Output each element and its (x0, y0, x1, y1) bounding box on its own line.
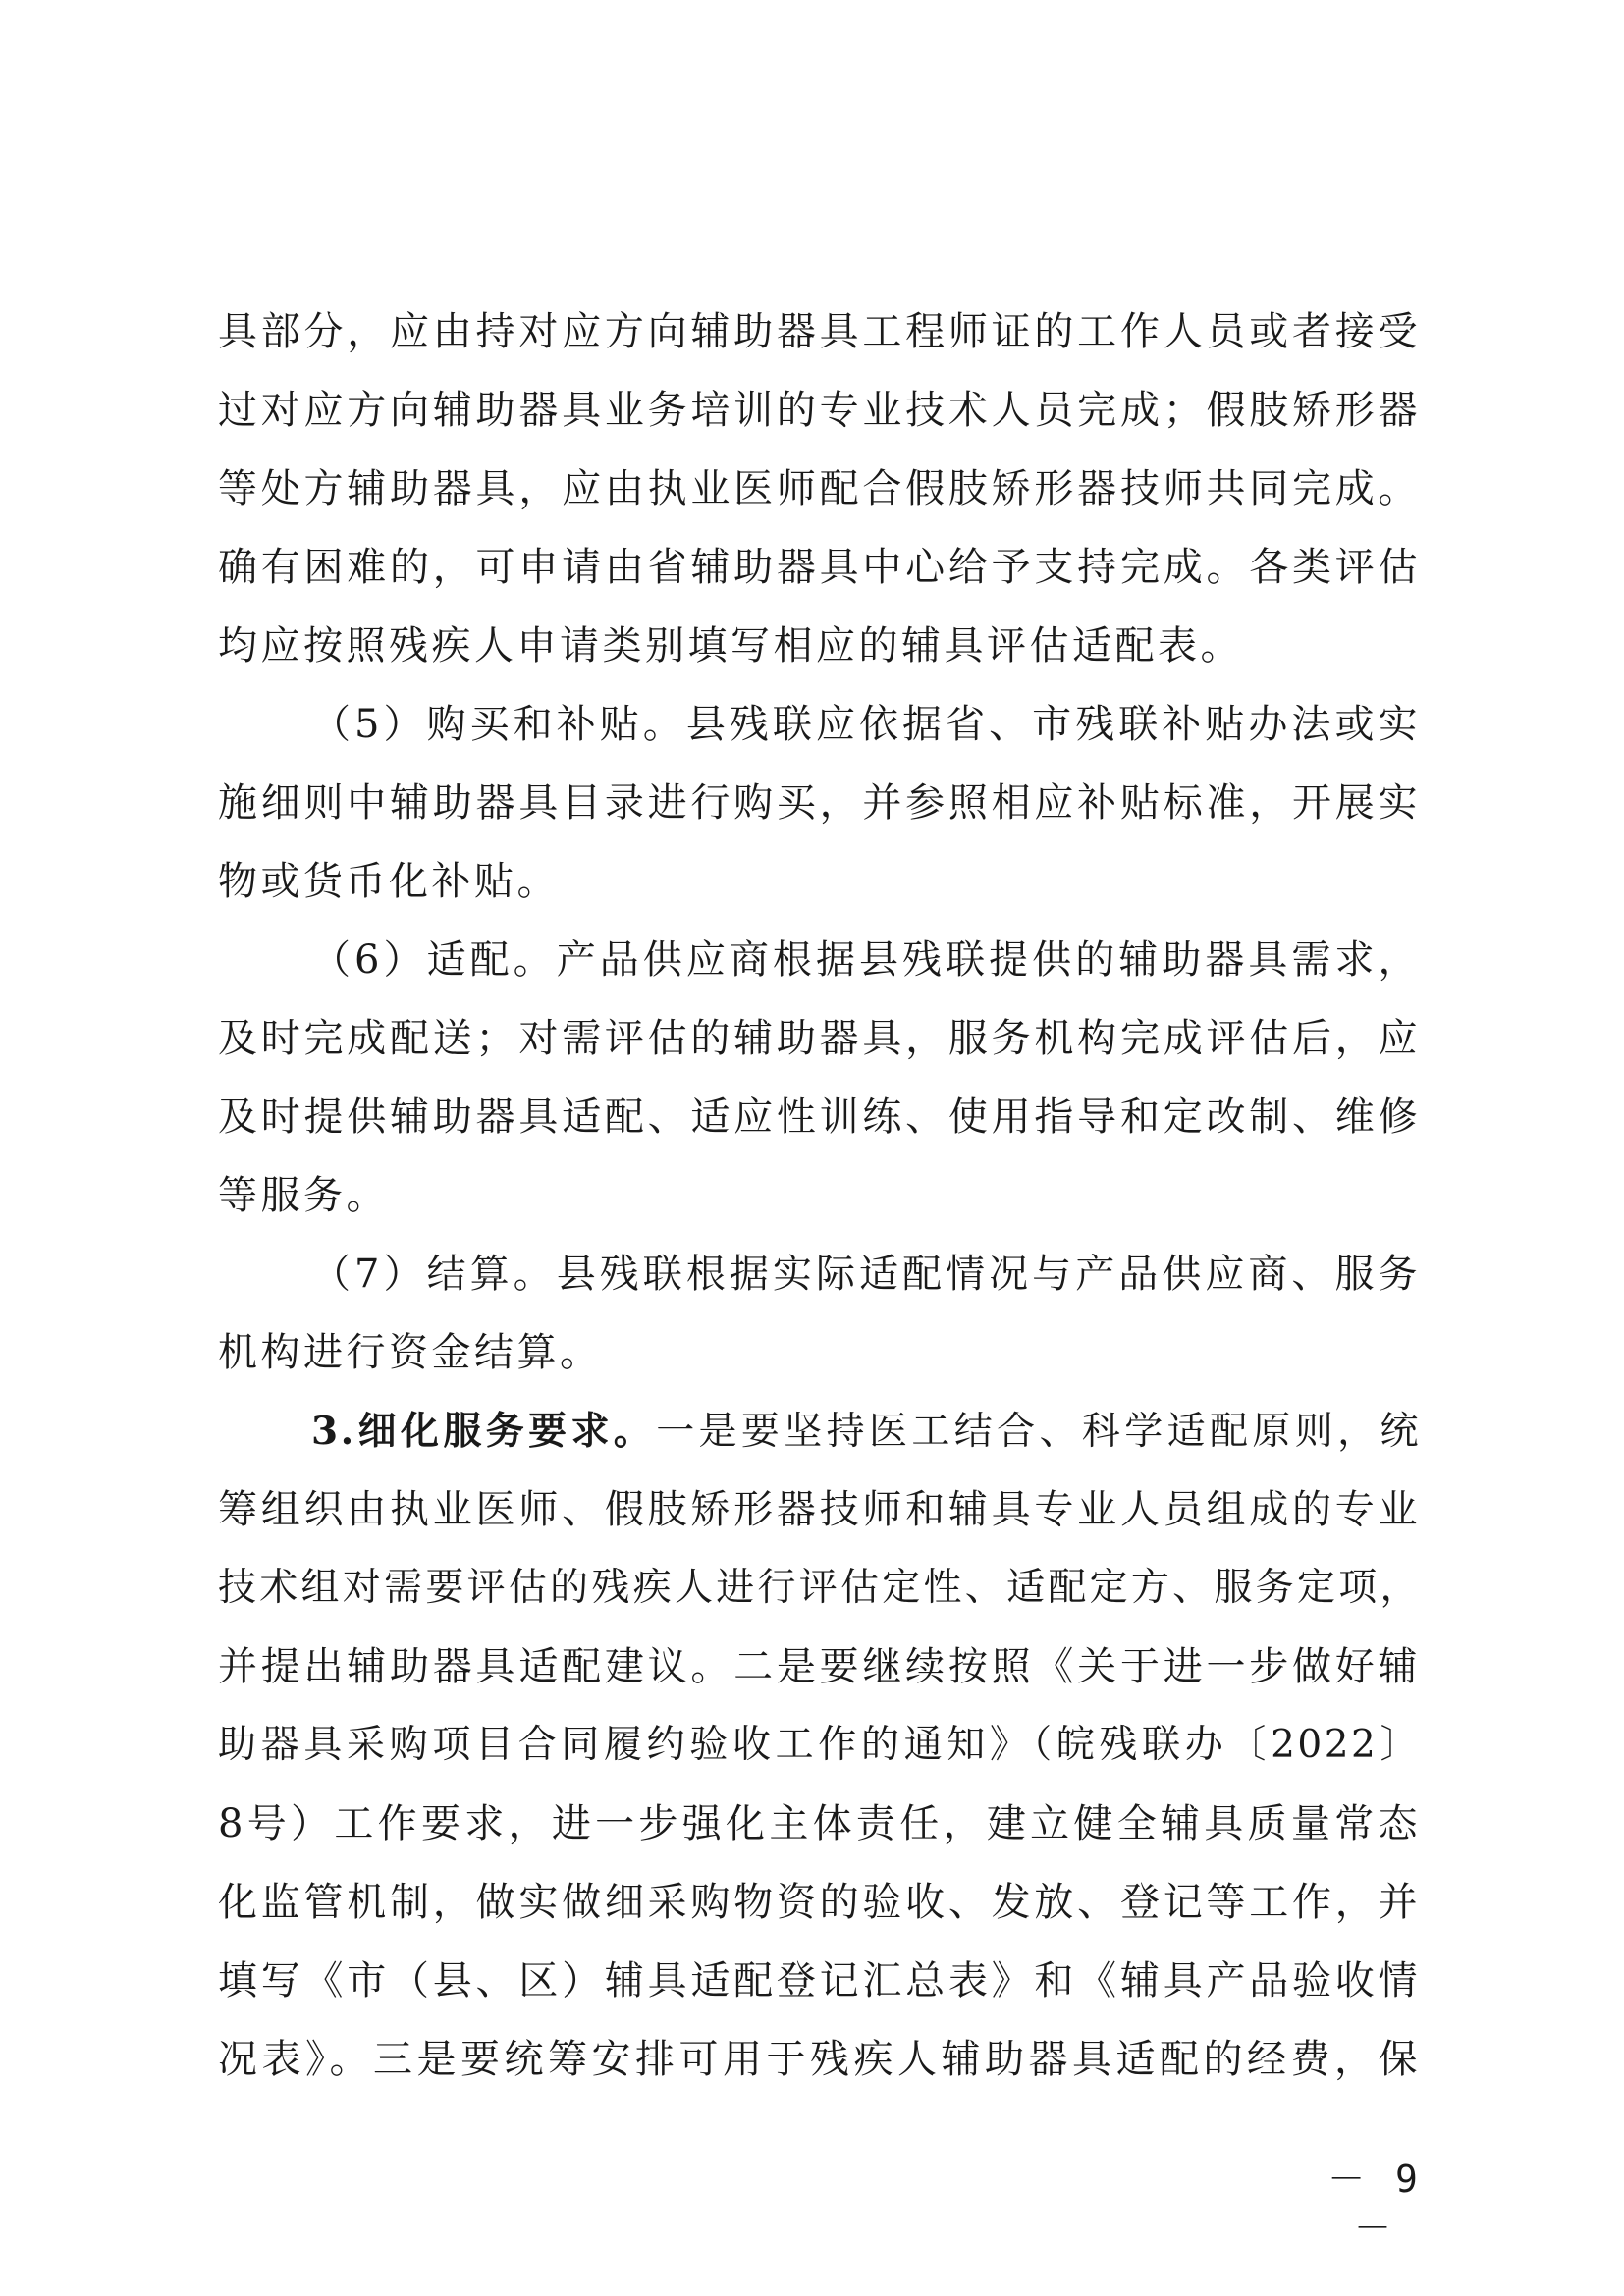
paragraph-line: 确有困难的，可申请由省辅助器具中心给予支持完成。各类评估 (218, 545, 1421, 590)
paragraph-line: （6）适配。产品供应商根据县残联提供的辅助器具需求， (311, 937, 1421, 983)
paragraph-line: 施细则中辅助器具目录进行购买，并参照相应补贴标准，开展实 (218, 780, 1421, 826)
paragraph-line: 及时提供辅助器具适配、适应性训练、使用指导和定改制、维修 (218, 1095, 1421, 1140)
section-heading-line (311, 1392, 1421, 1470)
paragraph-line: 及时完成配送；对需评估的辅助器具，服务机构完成评估后，应 (218, 1016, 1421, 1061)
paragraph-line: 助器具采购项目合同履约验收工作的通知》（皖残联办〔2022〕 (218, 1723, 1421, 1767)
paragraph-line: 机构进行资金结算。 (218, 1330, 603, 1375)
paragraph-line: 筹组织由执业医师、假肢矫形器技师和辅具专业人员组成的专业 (218, 1487, 1421, 1532)
paragraph-line: 等服务。 (218, 1173, 389, 1218)
page-number: － 9 － (1327, 2158, 1422, 2250)
section-heading: 3.细化服务要求。 (311, 1409, 657, 1454)
paragraph-line: 8号）工作要求，进一步强化主体责任，建立健全辅具质量常态 (218, 1801, 1421, 1846)
paragraph-line: （7）结算。县残联根据实际适配情况与产品供应商、服务 (311, 1252, 1421, 1297)
paragraph-line: （5）购买和补贴。县残联应依据省、市残联补贴办法或实 (311, 702, 1421, 747)
paragraph-line: 填写《市（县、区）辅具适配登记汇总表》和《辅具产品验收情 (218, 1958, 1421, 2003)
paragraph-line: 化监管机制，做实做细采购物资的验收、发放、登记等工作，并 (218, 1880, 1421, 1925)
paragraph-line: 等处方辅助器具，应由执业医师配合假肢矫形器技师共同完成。 (218, 466, 1421, 511)
paragraph-line: 过对应方向辅助器具业务培训的专业技术人员完成；假肢矫形器 (218, 388, 1421, 433)
paragraph-line: 均应按照残疾人申请类别填写相应的辅具评估适配表。 (218, 623, 1243, 668)
section-text: 一是要坚持医工结合、科学适配原则，统 (656, 1410, 1421, 1454)
paragraph-line: 技术组对需要评估的残疾人进行评估定性、适配定方、服务定项， (218, 1566, 1421, 1610)
paragraph-line: 具部分，应由持对应方向辅助器具工程师证的工作人员或者接受 (218, 309, 1421, 354)
paragraph-line: 并提出辅助器具适配建议。二是要继续按照《关于进一步做好辅 (218, 1644, 1421, 1689)
paragraph-line: 物或货币化补贴。 (218, 859, 560, 904)
paragraph-line: 况表》。三是要统筹安排可用于残疾人辅助器具适配的经费，保 (218, 2037, 1421, 2082)
